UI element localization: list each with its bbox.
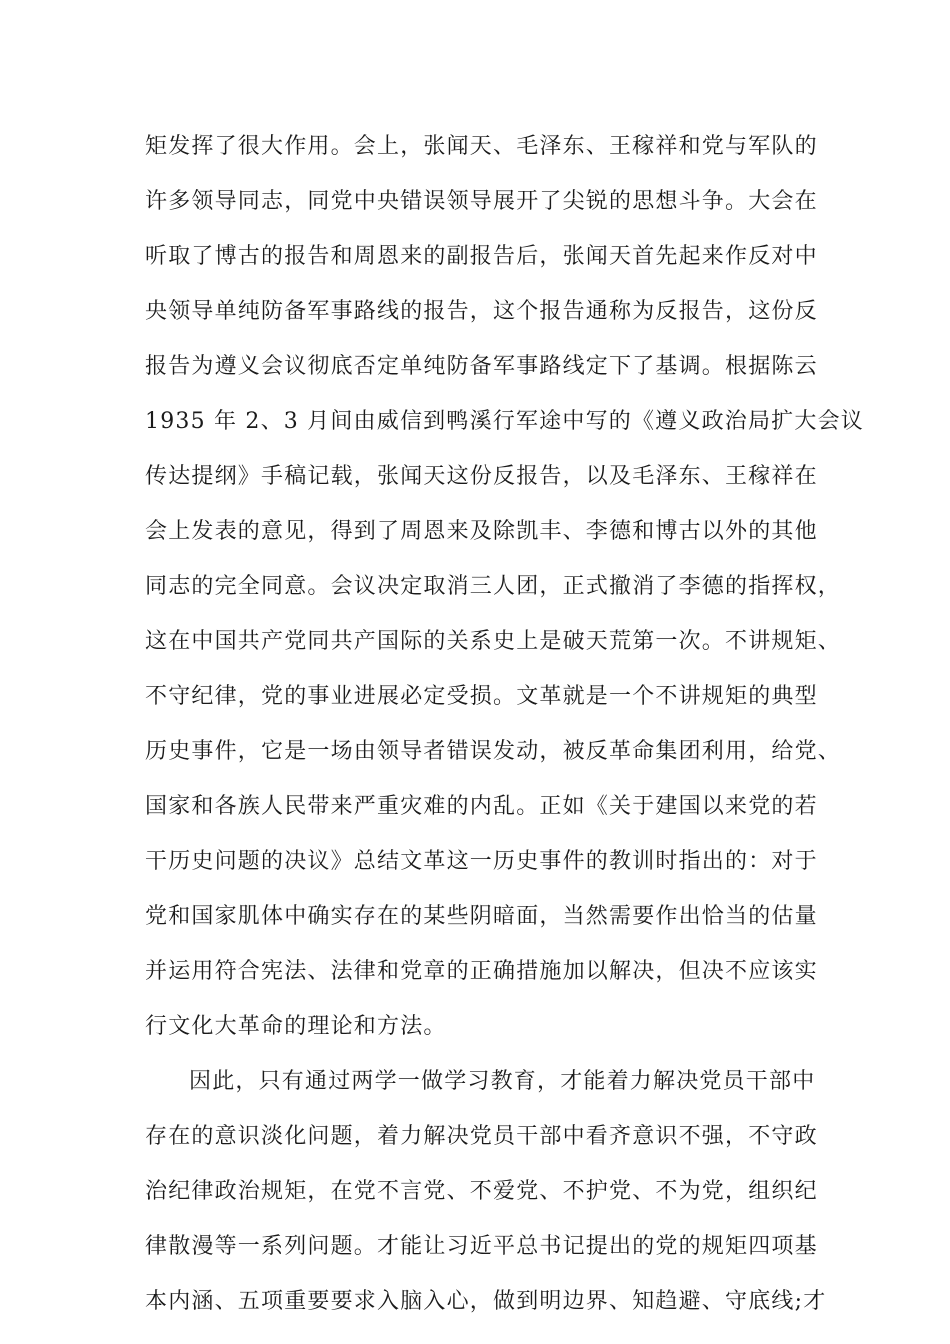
text-line: 报告为遵义会议彻底否定单纯防备军事路线定下了基调。根据陈云 bbox=[145, 354, 818, 379]
text-line: 历史事件，它是一场由领导者错误发动，被反革命集团利用，给党、 bbox=[145, 739, 842, 764]
text-line: 矩发挥了很大作用。会上，张闻天、毛泽东、王稼祥和党与军队的 bbox=[145, 134, 818, 159]
text-line: 存在的意识淡化问题，着力解决党员干部中看齐意识不强，不守政 bbox=[145, 1124, 818, 1149]
text-line: 党和国家肌体中确实存在的某些阴暗面，当然需要作出恰当的估量 bbox=[145, 904, 818, 929]
text-line: 不守纪律，党的事业进展必定受损。文革就是一个不讲规矩的典型 bbox=[145, 684, 818, 709]
text-line: 许多领导同志，同党中央错误领导展开了尖锐的思想斗争。大会在 bbox=[145, 189, 818, 214]
text-line: 国家和各族人民带来严重灾难的内乱。正如《关于建国以来党的若 bbox=[145, 794, 818, 819]
text-line: 这在中国共产党同共产国际的关系史上是破天荒第一次。不讲规矩、 bbox=[145, 629, 842, 654]
text-line: 干历史问题的决议》总结文革这一历史事件的教训时指出的：对于 bbox=[145, 849, 818, 874]
text-line: 会上发表的意见，得到了周恩来及除凯丰、李德和博古以外的其他 bbox=[145, 519, 818, 544]
text-line: 同志的完全同意。会议决定取消三人团，正式撤消了李德的指挥权， bbox=[145, 574, 842, 599]
text-line: 听取了博古的报告和周恩来的副报告后，张闻天首先起来作反对中 bbox=[145, 244, 818, 269]
text-line: 律散漫等一系列问题。才能让习近平总书记提出的党的规矩四项基 bbox=[145, 1234, 818, 1259]
text-line: 并运用符合宪法、法律和党章的正确措施加以解决，但决不应该实 bbox=[145, 959, 818, 984]
text-line: 传达提纲》手稿记载，张闻天这份反报告，以及毛泽东、王稼祥在 bbox=[145, 464, 818, 489]
text-line: 行文化大革命的理论和方法。 bbox=[145, 1014, 447, 1039]
paragraph-first-line: 因此，只有通过两学一做学习教育，才能着力解决党员干部中 bbox=[189, 1069, 816, 1094]
text-line: 治纪律政治规矩，在党不言党、不爱党、不护党、不为党，组织纪 bbox=[145, 1179, 818, 1204]
text-line: 本内涵、五项重要要求入脑入心，做到明边界、知趋避、守底线;才 bbox=[145, 1289, 827, 1314]
text-line: 1935 年 2、3 月间由威信到鸭溪行军途中写的《遵义政治局扩大会议 bbox=[145, 409, 864, 434]
text-line: 央领导单纯防备军事路线的报告，这个报告通称为反报告，这份反 bbox=[145, 299, 818, 324]
